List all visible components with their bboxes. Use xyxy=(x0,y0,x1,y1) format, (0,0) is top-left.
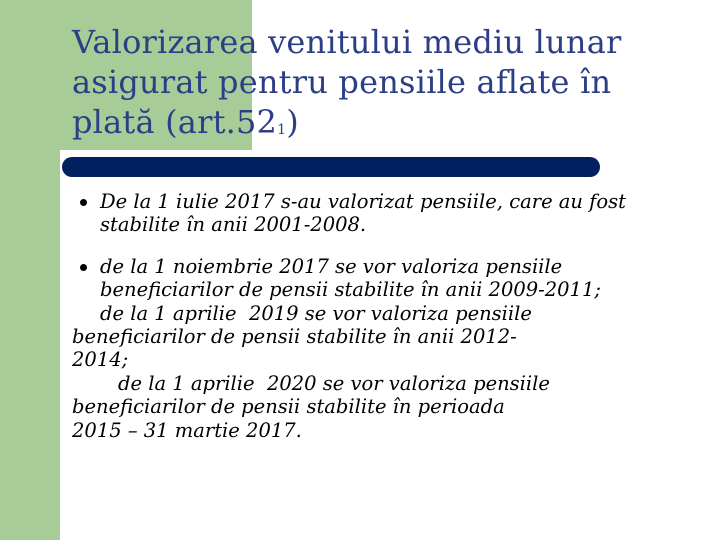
paragraph-line: beneficiarilor de pensii stabilite în anii 2012- xyxy=(72,325,517,349)
paragraph-2019 xyxy=(72,302,692,372)
bullet-dot-icon xyxy=(80,264,87,271)
paragraph-line: 2015 – 31 martie 2017. xyxy=(72,418,302,442)
title-divider-bar xyxy=(62,157,600,177)
bullet-text-2: de la 1 noiembrie 2017 se vor valoriza pensiile beneficiarilor de pensii stabilite în anii 2009-2011; xyxy=(100,254,601,302)
bullet-text-1: De la 1 iulie 2017 s-au valorizat pensiile, care au fost stabilite în anii 2001-2008. xyxy=(100,190,626,237)
bullet-dot-icon xyxy=(80,199,87,206)
paragraph-line: 2014; xyxy=(72,348,129,372)
slide-title xyxy=(72,22,692,150)
paragraph-line: de la 1 aprilie 2020 se vor valoriza pensiile xyxy=(118,371,550,395)
bullet-item-1 xyxy=(72,190,692,237)
left-accent-band xyxy=(0,0,60,540)
paragraph-2020 xyxy=(72,372,692,442)
title-closing: ) xyxy=(286,103,299,141)
bullet-item-2 xyxy=(72,255,692,302)
paragraph-line: de la 1 aprilie 2019 se vor valoriza pensiile xyxy=(100,301,532,325)
paragraph-line: beneficiarilor de pensii stabilite în perioada xyxy=(72,395,505,419)
slide-body xyxy=(72,190,692,442)
title-text: Valorizarea venitului mediu lunar asigurat pentru pensiile aflate în plată (art.52 xyxy=(72,23,622,141)
title-subscript: 1 xyxy=(277,122,287,138)
